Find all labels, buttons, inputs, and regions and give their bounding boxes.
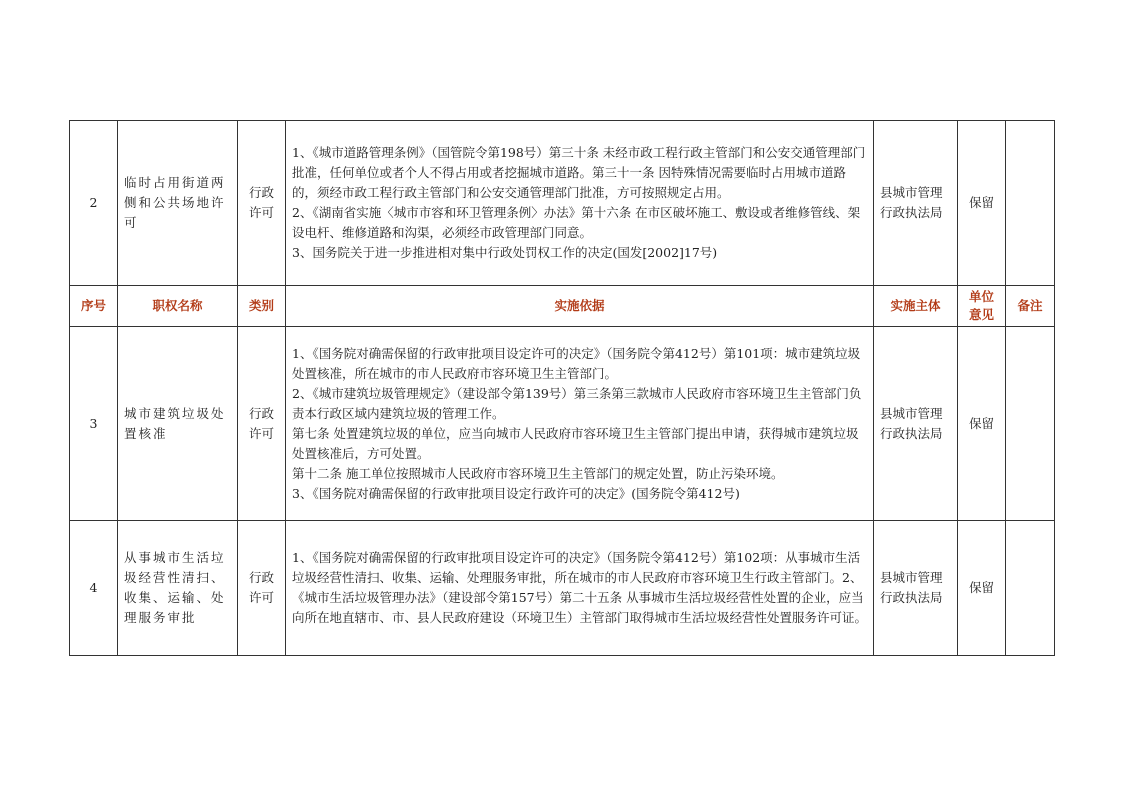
basis-paragraph: 1、《城市道路管理条例》（国管院令第198号）第三十条 未经市政工程行政主管部门和公安交通管理部门批准，任何单位或者个人不得占用或者挖掘城市道路。第三十一条 因特殊情况需要临时占用城市道路的，须经市政工程行政主管部门和公安交通管理部门批准，方可按照规定占用。 <box>292 145 866 200</box>
name-cell: 临时占用街道两侧和公共场地许可 <box>118 121 238 286</box>
basis-cell <box>286 521 874 656</box>
header-remark: 备注 <box>1006 286 1055 327</box>
basis-paragraph: 1、《国务院对确需保留的行政审批项目设定许可的决定》（国务院令第412号）第102项：从事城市生活垃圾经营性清扫、收集、运输、处理服务审批，所在城市的市人民政府市容环境卫生行政主管部门。2、《城市生活垃圾管理办法》（建设部令第157号）第二十五条 从事城市生活垃圾经营性处置的企业，应当向所在地直辖市、市、县人民政府建设（环境卫生）主管部门取得城市生活垃圾经营性处置服务许可证。 <box>292 550 868 625</box>
header-seq: 序号 <box>70 286 118 327</box>
opinion-cell: 保留 <box>958 121 1006 286</box>
name-cell: 城市建筑垃圾处置核准 <box>118 327 238 521</box>
opinion-cell: 保留 <box>958 327 1006 521</box>
header-name: 职权名称 <box>118 286 238 327</box>
subject-cell: 县城市管理行政执法局 <box>874 327 958 521</box>
name-cell: 从事城市生活垃圾经营性清扫、收集、运输、处理服务审批 <box>118 521 238 656</box>
basis-cell <box>286 121 874 286</box>
basis-paragraph: 3、《国务院对确需保留的行政审批项目设定行政许可的决定》(国务院令第412号) <box>292 485 740 501</box>
remark-cell <box>1006 121 1055 286</box>
table-row <box>70 121 1055 286</box>
basis-paragraph: 3、国务院关于进一步推进相对集中行政处罚权工作的决定(国发[2002]17号) <box>292 245 718 260</box>
type-cell: 行政许可 <box>238 121 286 286</box>
seq-cell: 2 <box>70 121 118 286</box>
table-row <box>70 521 1055 656</box>
table-header-row <box>70 286 1055 327</box>
basis-paragraph: 2、《湖南省实施〈城市市容和环卫管理条例〉办法》第十六条 在市区破坏施工、敷设或者维修管线、架设电杆、维修道路和沟渠，必须经市政管理部门同意。 <box>292 205 861 240</box>
subject-cell: 县城市管理行政执法局 <box>874 521 958 656</box>
remark-cell <box>1006 521 1055 656</box>
basis-paragraph: 1、《国务院对确需保留的行政审批项目设定许可的决定》（国务院令第412号）第101项：城市建筑垃圾处置核准，所在城市的市人民政府市容环境卫生主管部门。 <box>292 345 861 381</box>
basis-paragraph: 2、《城市建筑垃圾管理规定》（建设部令第139号）第三条第三款城市人民政府市容环境卫生主管部门负责本行政区域内建筑垃圾的管理工作。 <box>292 385 862 421</box>
header-subject: 实施主体 <box>874 286 958 327</box>
header-basis: 实施依据 <box>286 286 874 327</box>
header-opinion: 单位意见 <box>958 286 1006 327</box>
seq-cell: 4 <box>70 521 118 656</box>
table-row <box>70 327 1055 521</box>
remark-cell <box>1006 327 1055 521</box>
header-type: 类别 <box>238 286 286 327</box>
basis-paragraph: 第七条 处置建筑垃圾的单位，应当向城市人民政府市容环境卫生主管部门提出申请，获得城市建筑垃圾处置核准后，方可处置。 <box>292 425 859 461</box>
type-cell: 行政许可 <box>238 521 286 656</box>
subject-cell: 县城市管理行政执法局 <box>874 121 958 286</box>
type-cell: 行政许可 <box>238 327 286 521</box>
basis-paragraph: 第十二条 施工单位按照城市人民政府市容环境卫生主管部门的规定处置，防止污染环境。 <box>292 465 784 481</box>
basis-cell <box>286 327 874 521</box>
seq-cell: 3 <box>70 327 118 521</box>
opinion-cell: 保留 <box>958 521 1006 656</box>
authority-table <box>69 120 1055 656</box>
